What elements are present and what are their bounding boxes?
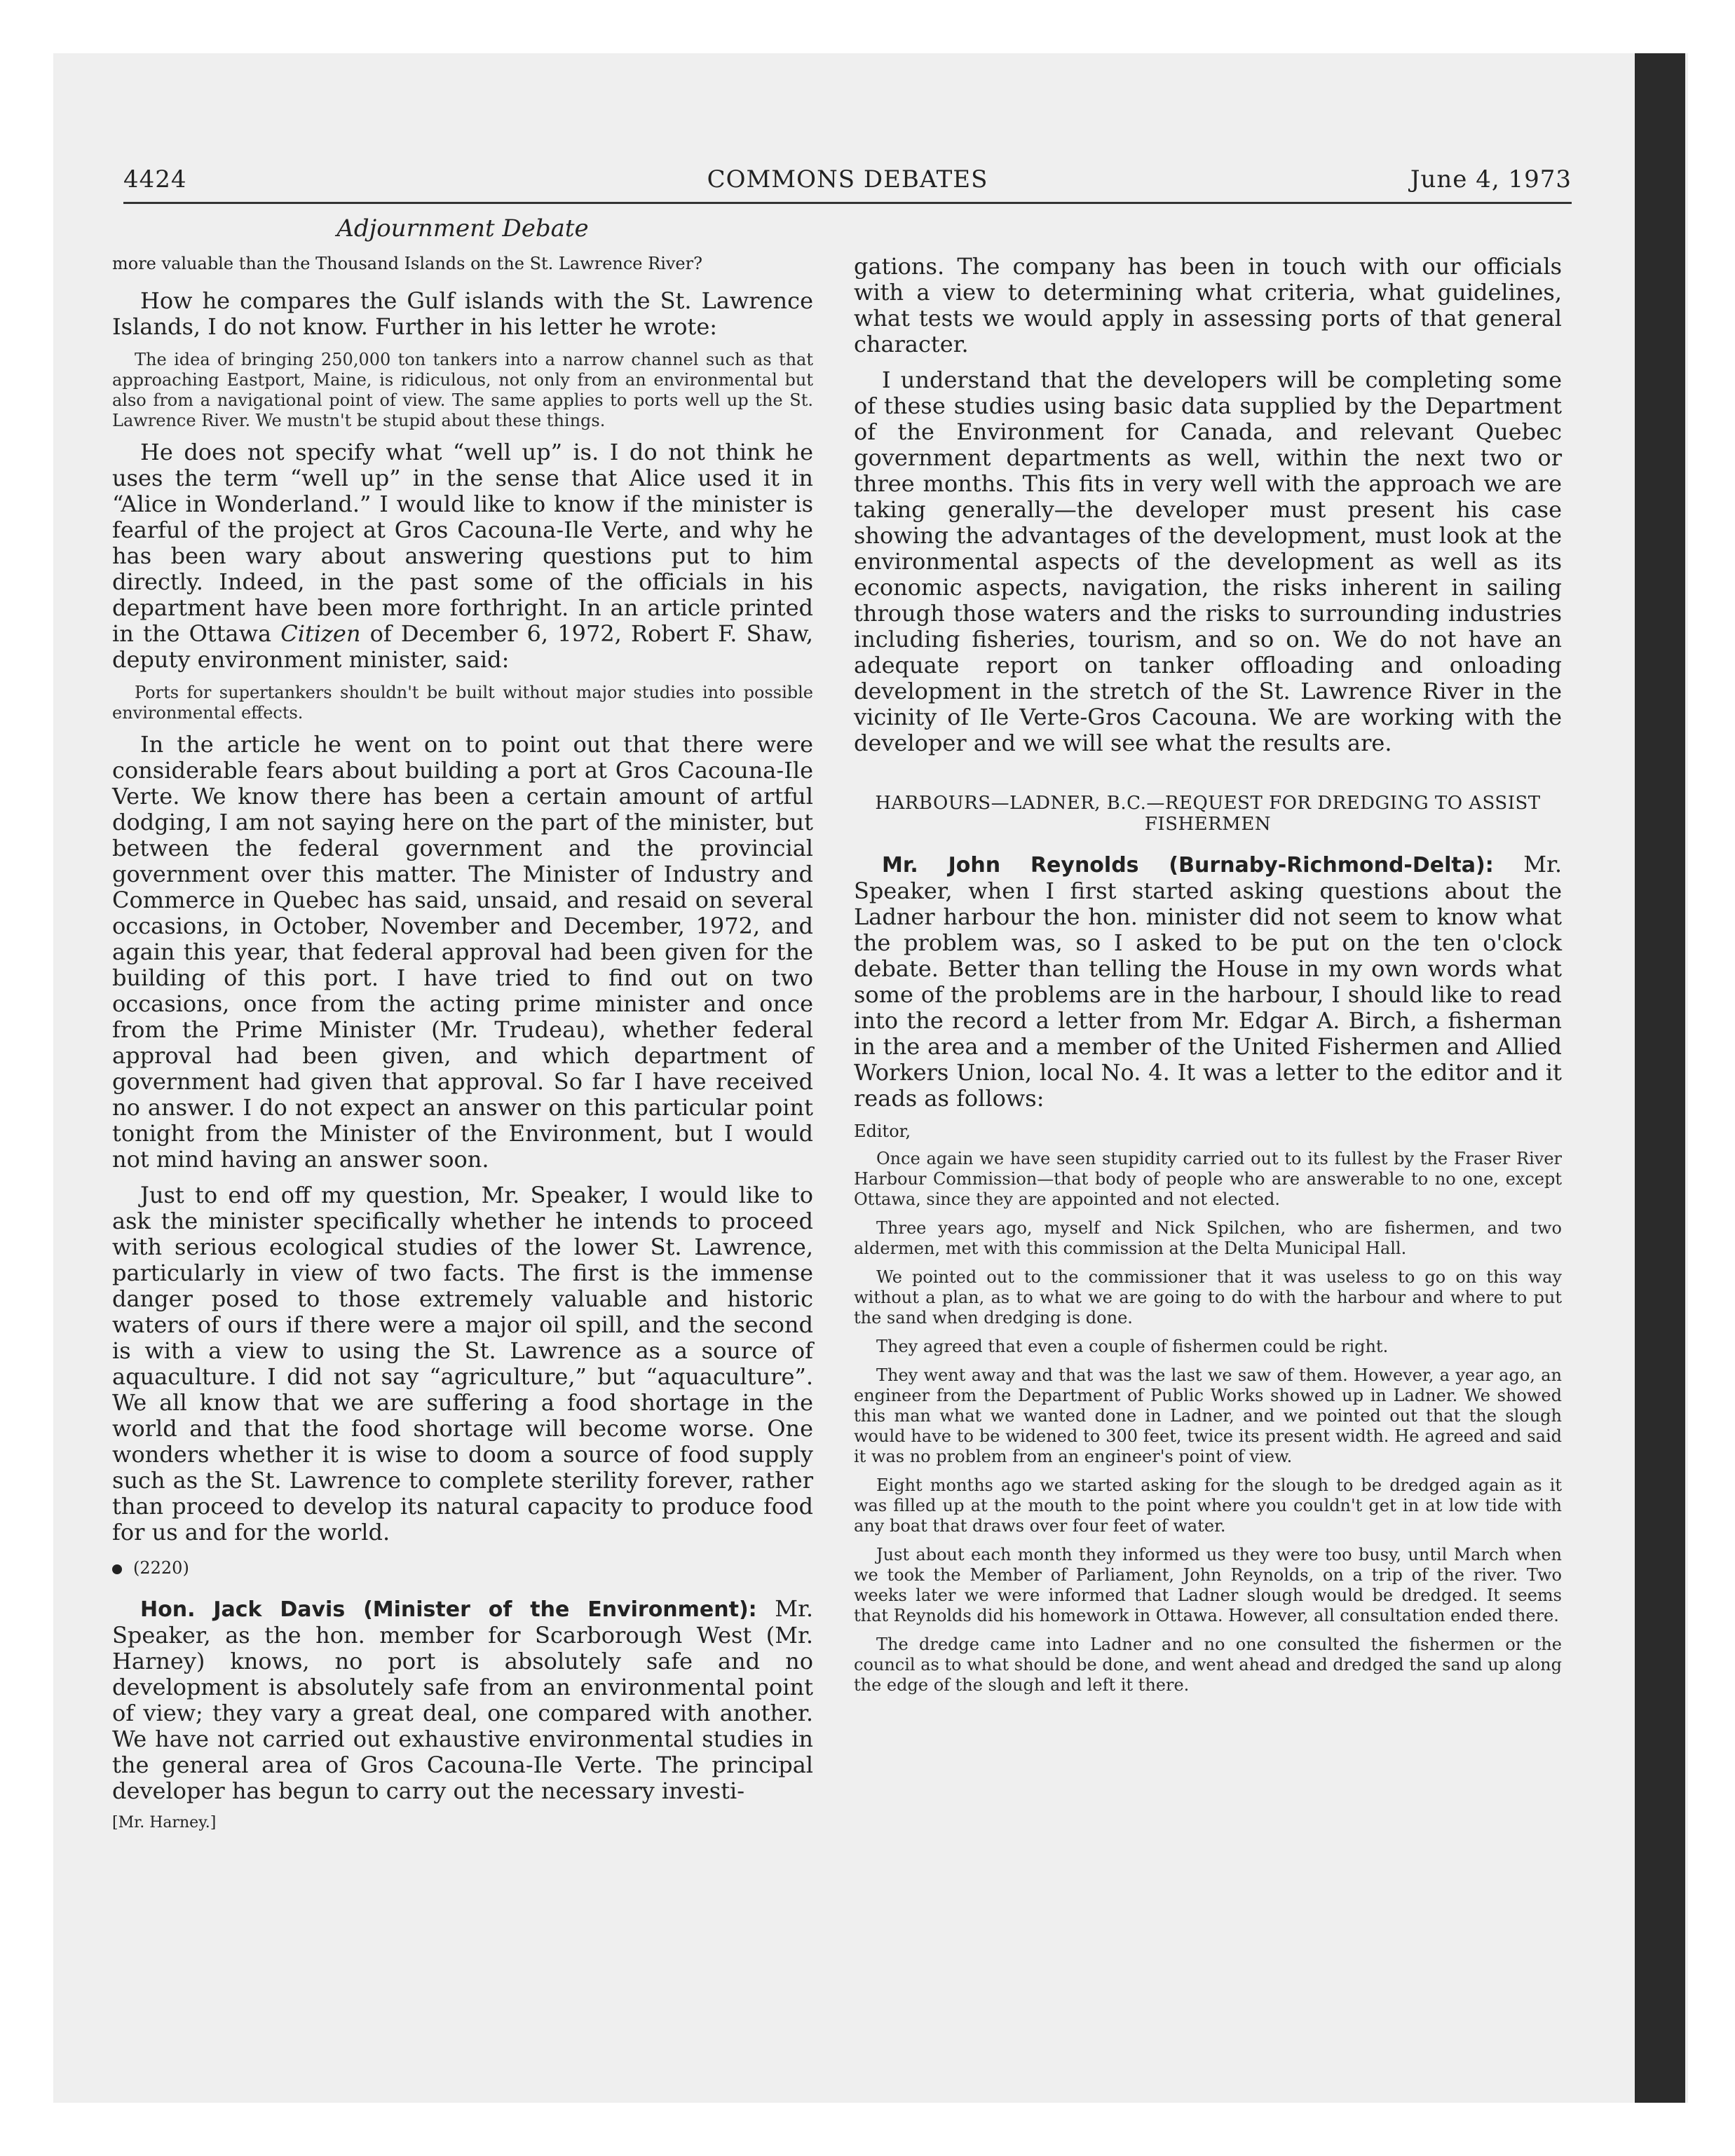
paragraph <box>112 439 813 673</box>
section-subheading: Adjournment Debate <box>336 214 589 243</box>
block-quote: The idea of bringing 250,000 ton tankers into a narrow channel such as that approaching Eastport, Maine, is ridiculous, not only from an environmental but also from a navigational point of view. The same applies to ports well up the St. Lawrence River. We mustn't be stupid about these things. <box>112 350 813 430</box>
letter-paragraph: They went away and that was the last we saw of them. However, a year ago, an engineer from the Department of Public Works showed up in Ladner. We showed this man what we wanted done in Ladner, and we pointed out that the slough would have to be widened to 300 feet, twice its present width. He agreed and said it was no problem from an engineer's point of view. <box>854 1365 1562 1466</box>
bullet-icon <box>112 1564 122 1574</box>
continued-quote: more valuable than the Thousand Islands on the St. Lawrence River? <box>112 254 702 273</box>
paragraph: In the article he went on to point out that there were considerable fears about building a port at Gros Cacouna-Ile Verte. We know there has been a certain amount of artful dodging, I am not saying here on the part of the minister, but between the federal government and the provincial government over this matter. The Minister of Industry and Commerce in Quebec has said, unsaid, and resaid on several occasions, in October, November and December, 1972, and again this year, that federal approval had been given for the building of this port. I have tried to find out on two occasions, once from the acting prime minister and once from the Prime Minister (Mr. Trudeau), whether federal approval had been given, and which department of government had given that approval. So far I have received no answer. I do not expect an answer on this particular point tonight from the Minister of the Environment, but I would not mind having an answer soon. <box>112 731 813 1173</box>
speaker-name: Hon. Jack Davis (Minister of the Environment): <box>140 1597 757 1622</box>
paragraph <box>854 852 1562 1112</box>
scan-dark-edge <box>1635 53 1685 2103</box>
paragraph-text: of December 6, 1972, Robert F. Shaw, deputy environment minister, said: <box>112 620 813 673</box>
letter-paragraph: Just about each month they informed us they were too busy, until March when we took the Member of Parliament, John Reynolds, on a trip of the river. Two weeks later we were informed that Ladner slough would be dredged. It seems that Reynolds did his homework in Ottawa. However, all consultation ended there. <box>854 1545 1562 1625</box>
paragraph-text: Mr. Speaker, when I first started asking questions about the Ladner harbour the hon. minister did not seem to know what the problem was, so I asked to be put on the ten o'clock debate. Better than telling the House in my own words what some of the problems are in the harbour, I should like to read into the record a letter from Mr. Edgar A. Birch, a fisherman in the area and a member of the United Fishermen and Allied Workers Union, local No. 4. It was a letter to the editor and it reads as follows: <box>854 851 1562 1112</box>
letter-salutation: Editor, <box>854 1121 911 1141</box>
publication-title: COMMONS DEBATES <box>707 165 988 193</box>
section-heading: HARBOURS—LADNER, B.C.—REQUEST FOR DREDGING TO ASSIST FISHERMEN <box>875 793 1541 835</box>
paragraph-text: He does not specify what “well up” is. I do not think he uses the term “well up” in the sense that Alice used it in “Alice in Wonderland.” I would like to know if the minister is fearful of the project at Gros Cacouna-Ile Verte, and why he has been wary about answering questions put to him directly. Indeed, in the past some of the officials in his department have been more forthright. In an article printed in the Ottawa <box>112 439 813 647</box>
paragraph <box>112 1596 813 1804</box>
time-text: (2220) <box>133 1558 189 1578</box>
paragraph-text: Mr. Speaker, as the hon. member for Scarborough West (Mr. Harney) knows, no port is absolutely safe and no development is absolutely safe from an environmental point of view; they vary a great deal, one compared with another. We have not carried out exhaustive environmental studies in the general area of Gros Cacouna-Ile Verte. The principal developer has begun to carry out the necessary investi- <box>112 1595 814 1804</box>
letter-paragraph: Three years ago, myself and Nick Spilchen, who are fishermen, and two aldermen, met with this commission at the Delta Municipal Hall. <box>854 1218 1562 1258</box>
paragraph: How he compares the Gulf islands with the St. Lawrence Islands, I do not know. Further in his letter he wrote: <box>112 287 813 340</box>
paragraph: Just to end off my question, Mr. Speaker, I would like to ask the minister specifically whether he intends to proceed with serious ecological studies of the lower St. Lawrence, particularly in view of two facts. The first is the immense danger posed to those extremely valuable and historic waters of ours if there were a major oil spill, and the second is with a view to using the St. Lawrence as a source of aquaculture. I did not say “agriculture,” but “aquaculture”. We all know that we are suffering a food shortage in the world and that the food shortage will become worse. One wonders whether it is wise to doom a source of food supply such as the St. Lawrence to complete sterility forever, rather than proceed to develop its natural capacity to produce food for us and for the world. <box>112 1182 813 1546</box>
letter-paragraph: Once again we have seen stupidity carried out to its fullest by the Fraser River Harbour Commission—that body of people who are answerable to no one, except Ottawa, since they are appointed and not elected. <box>854 1149 1562 1209</box>
speaker-name: Mr. John Reynolds (Burnaby-Richmond-Delta): <box>882 853 1494 878</box>
letter-paragraph: We pointed out to the commissioner that it was useless to go on this way without a plan, as to what we are going to do with the harbour and where to put the sand when dredging is done. <box>854 1267 1562 1328</box>
letter-paragraph: The dredge came into Ladner and no one consulted the fishermen or the council as to what should be done, and went ahead and dredged the sand up along the edge of the slough and left it there. <box>854 1635 1562 1695</box>
block-quote: Ports for supertankers shouldn't be built without major studies into possible environmental effects. <box>112 683 813 723</box>
footnote: [Mr. Harney.] <box>112 1814 217 1831</box>
page-date: June 4, 1973 <box>1410 165 1572 193</box>
paragraph: I understand that the developers will be completing some of these studies using basic data supplied by the Department of the Environment for Canada, and relevant Quebec government departments as well, within the next two or three months. This fits in very well with the approach we are taking generally—the developer must present his case showing the advantages of the development, must look at the environmental aspects of the development as well as its economic aspects, navigation, the risks inherent in sailing through those waters and the risks to surrounding industries including fisheries, tourism, and so on. We do not have an adequate report on tanker offloading and onloading development in the stretch of the St. Lawrence River in the vicinity of Ile Verte-Gros Cacouna. We are working with the developer and we will see what the results are. <box>854 367 1562 756</box>
running-header <box>123 165 1572 204</box>
newspaper-name: Citizen <box>280 620 361 647</box>
page-number: 4424 <box>123 165 187 193</box>
paragraph: gations. The company has been in touch with our officials with a view to determining what criteria, what guidelines, what tests we would apply in assessing ports of that general character. <box>854 253 1562 357</box>
left-column <box>112 254 813 1831</box>
time-marker <box>112 1558 813 1578</box>
right-column <box>854 254 1562 1704</box>
letter-paragraph: Eight months ago we started asking for the slough to be dredged again as it was filled up at the mouth to the point where you couldn't get in at low tide with any boat that draws over four feet of water. <box>854 1475 1562 1536</box>
letter-paragraph: They agreed that even a couple of fishermen could be right. <box>876 1337 1389 1356</box>
